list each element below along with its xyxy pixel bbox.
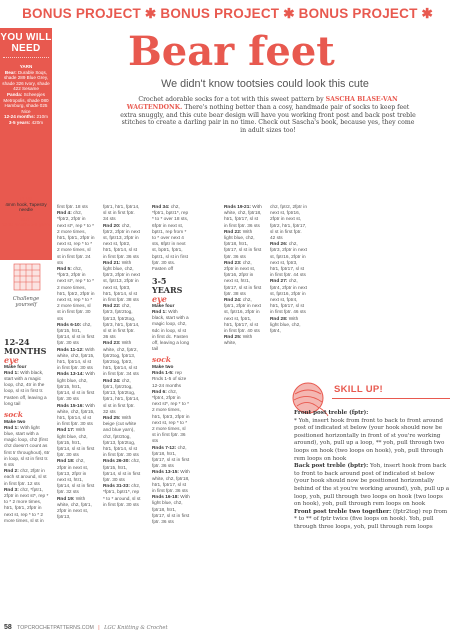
section-heading-sock: sock bbox=[152, 355, 171, 365]
pattern-column-1: 12-24 MONTHS eye Make four Rnd 1: With black, start with a magic loop, ch2, 4tr in the loop, sl st in first tr. Fasten off, leaving a long tail sock Make two Rnd 1: With light blue, start with a magic loop, ch2 (first ch2 doesn't count as first tr throughout), 6tr in loop, sl st in first tr. 6 sts Rnd 2: ch2, 2fptr in each st around, sl st in first fptr. 12 sts Rnd 3: ch2, *fptr1, 2fptr in next st*, rep * to * 2 more times, htr1, fptr1, 2fptr in next st, rep * to * 2 more times, sl st in bbox=[4, 337, 50, 524]
pattern-round: Rnds 31-33: ch2, *fptr1, bptr1*, rep * to * around, sl st in first fptr. 30 sts bbox=[103, 484, 141, 508]
pattern-round: Rnd 24: ch2, fptr1, fptr2tog, fptr13, fptr2tog, fptr1, htr1, fptr14, sl st in first fptr. 32 sts bbox=[103, 378, 140, 415]
size-heading: 3-5 YEARS bbox=[152, 276, 183, 296]
pattern-round: Rnd 19: With white, ch2, fptr1, 2fptr in next st, fptr13, bbox=[57, 496, 92, 521]
yarn-list: YARN Bear: Durable Soqs, shade 289 Blue Grey, shade 326 Ivory, shade 422 Sesame Panda: Scheepjes Metropolis, shade 080 Hamburg, shade 025 Nice 12-24 months: 210m 3-5 years: 420m bbox=[2, 64, 50, 125]
pattern-round: Rnds 15-16: With white, ch2, fptr15, htr1, fptr14, sl st in first fptr. 30 sts bbox=[57, 403, 95, 428]
footer-site: TOPCROCHETPATTERNS.COM bbox=[17, 625, 94, 631]
pattern-round: Rnd 23: With white, ch2, fptr2, fptr2tog, fptr13, fptr2tog, fptr2, htr1, fptr14, sl st in first fptr. 34 sts bbox=[103, 341, 139, 378]
pattern-text: fptr1, htr1, fptr14, sl st in first fptr. 34 sts bbox=[103, 205, 140, 223]
pattern-round: Rnds 26-30: ch2, fptr15, htr1, fptr14, sl st in first fptr. 30 sts bbox=[103, 459, 141, 483]
challenge-yourself-label: Challenge yourself bbox=[12, 296, 40, 309]
page-subtitle: We didn't know tootsies could look this cute bbox=[161, 78, 369, 90]
pattern-round: Rnd 24: ch2, fptr1, 2fptr in next st, fptr16, 2fptr in next st, fptr1, htr1, fptr17, sl st in first fptr. 40 sts bbox=[224, 298, 261, 335]
page-number: 58 bbox=[4, 624, 12, 631]
size-heading: 12-24 MONTHS bbox=[4, 337, 47, 356]
pattern-round: Rnd 22: With light blue, ch2, fptr18, htr1, fptr17, sl st in first fptr. 36 sts bbox=[224, 229, 262, 260]
pattern-round: Rnd 20: ch2, fptr2, 2fptr in next st, fptr13, 2fptr in next st, fptr2, htr1, fptr14, sl st in first fptr. 36 sts bbox=[103, 223, 140, 260]
pattern-round: Rnd 28: With light blue, ch2, fptr4, bbox=[270, 316, 301, 335]
pattern-round: Rnd 25: With beige (cut white and blue yarn), ch2, fptr2tog, fptr13, fptr2tog, htr1, fptr14, sl st in first fptr. 30 sts bbox=[103, 415, 139, 459]
pattern-column-3 bbox=[103, 205, 141, 509]
pattern-round: Rnd 25: With white, bbox=[224, 335, 253, 347]
pattern-column-2 bbox=[57, 205, 95, 521]
pattern-column-5 bbox=[224, 205, 262, 348]
bonus-project-banner: BONUS PROJECT ✱ BONUS PROJECT ✱ BONUS PROJECT ✱ bbox=[22, 6, 433, 21]
skill-up-heading: SKILL UP! bbox=[334, 384, 383, 395]
pattern-round: Rnd 27: ch2, fptr4, 2fptr in next st, fptr16, 2fptr in next st, fptr4, htr1, fptr17, sl st in first fptr. 46 sts bbox=[270, 279, 307, 316]
skill-up-text: Front post treble (fptr): * Yoh, insert hook from front to back to front around post of indicated st below (your hook should now be positioned horizontally in front of st you're working around), yoh, pull up a loop, ** yoh, pull through two loops on hook (two loops on hook), yoh, pull through rem loops on hook Back post treble (bptr): Yoh, insert hook from back to front to back around post of indicated st below (your hook should now be positioned horizontally behind of the st you're working around), yoh, pull up a loop, yoh, pull through two loops on hook (two loops on hook), yoh, pull through rem loops on hook Front post treble two together: (fptr2tog) rep from * to ** of fptr twice (five loops on hook). Yoh, pull through three loops, yoh, pull through rem loops bbox=[294, 410, 450, 530]
page-title: Bear feet bbox=[128, 28, 335, 75]
pattern-round: Rnd 5: ch2, *fptr3, 2fptr in next st*, rep * to * 2 more times, htr1, fptr2, 2fptr in next st, rep * to * 2 more times, sl st in first fptr. 30 sts bbox=[57, 267, 95, 322]
pattern-round: Rnd 23: ch2, 2fptr in next st, fptr16, 2fptr in next st, htr1, fptr17, sl st in first fptr. 38 sts bbox=[224, 260, 262, 297]
pattern-round: Rnds 13-14: With light blue, ch2, fptr15, htr1, fptr14, sl st in first fptr. 30 sts bbox=[57, 372, 95, 403]
pattern-round: Rnd 34: ch2, *fptr1, bptr1*, rep * to * over 18 sts, 6fptr in next st, bptr1, rep from * to * over next 4 sts, 6fptr in next st, bptr1, fptr1, bptr1, sl st in first fptr. 30 sts. Fasten off bbox=[152, 205, 189, 273]
pattern-round: Rnd 17: With light blue, ch2, fptr15, htr1, fptr14, sl st in first fptr. 30 sts bbox=[57, 428, 95, 459]
section-heading-eye: eye bbox=[152, 293, 167, 304]
section-heading-eye: eye bbox=[4, 354, 19, 365]
pattern-round: Rnd 26: ch2, fptr3, 2fptr in next st, fptr16, 2fptr in next st, fptr3, htr1, fptr17, sl st in first fptr. 44 sts bbox=[270, 242, 307, 279]
pattern-column-4: Rnd 34: ch2, *fptr1, bptr1*, rep * to * over 18 sts, 6fptr in next st, bptr1, rep from * to * over next 4 sts, 6fptr in next st, bptr1, fptr1, bptr1, sl st in first fptr. 30 sts. Fasten off 3-5 YEARS eye Make four Rnd 1: With black, start with a magic loop, ch2, 6dc in loop, sl st in first dc. Fasten off, leaving a long tail sock Make two Rnds 1-5: rep Rnds 1-5 of size 12-24 months Rnd 6: ch2, *fptr4, 2fptr in next st*, rep * to * 2 more times, htr1, fptr3, 2fptr in next st, rep * to * 2 more times, sl st in first fptr. 36 sts Rnds 7-12: ch2, fptr18, htr1, fptr17, sl st in first fptr. 36 sts Rnds 13-15: With white, ch2, fptr18, htr1, fptr17, sl st in first fptr. 36 sts Rnds 16-18: With light blue, ch2, fptr18, htr1, fptr17, sl st in first fptr. 36 sts bbox=[152, 205, 190, 526]
divider bbox=[332, 398, 450, 399]
page-footer: 58 TOPCROCHETPATTERNS.COM | LGC Knitting & Crochet bbox=[4, 624, 168, 631]
pattern-round: Rnd 21: With light blue, ch2, fptr3, 2fptr in next st, fptr13, 2fptr in next st, fptr3, htr1, fptr14, sl st in first fptr. 38 sts bbox=[103, 260, 140, 304]
pattern-text: ch2, fptr2, 2fptr in next st, fptr16, 2fptr in next st, fptr2, htr1, fptr17, sl st in first fptr. 42 sts bbox=[270, 205, 307, 242]
footer-magazine: LGC Knitting & Crochet bbox=[104, 625, 168, 631]
pattern-round: Rnds 11-12: With white, ch2, fptr15, htr1, fptr14, sl st in first fptr. 30 sts bbox=[57, 347, 95, 372]
col4-top bbox=[152, 205, 190, 273]
intro-paragraph: Crochet adorable socks for a tot with this sweet pattern by SASCHA BLASE-VAN WAGTENDONK. There's nothing better than a cosy, handmade pair of socks to keep feet extra snuggly, and this cute bear design will have you working front post and back post treble stitches to create a darling pair in no time. Check out Sascha's book, because yes, they come in adult sizes too! bbox=[120, 96, 416, 135]
plus-list: PLUS 4mm hook, Tapestry needle SIZE 12-24 months 3-5 years bbox=[1, 196, 51, 228]
pattern-round: Rnds 6-10: ch2, fptr15, htr1, fptr14, sl st in first fptr. 30 sts bbox=[57, 322, 95, 347]
section-heading-sock: sock bbox=[4, 410, 23, 420]
stitch-chart-icon bbox=[12, 262, 42, 294]
pattern-round: Rnds 19-21: With white, ch2, fptr18, htr1, fptr17, sl st in first fptr. 36 sts bbox=[224, 205, 262, 229]
pattern-text: first fptr. 18 sts bbox=[57, 205, 88, 210]
pattern-round: Rnd 4: ch2, *fptr2, 2fptr in next st*, rep * to * 2 more times, htr1, fptr1, 2fptr in next st, rep * to * 2 more times, sl st in first fptr. 24 sts bbox=[57, 211, 95, 266]
pattern-round: Rnd 18: ch2, 2fptr in next st, fptr13, 2fptr in next st, htr1, fptr14, sl st in first fptr. 32 sts bbox=[57, 459, 95, 496]
pattern-round: Rnd 22: ch2, fptr3, fptr2tog, fptr13, fptr2tog, fptr3, htr1, fptr14, sl st in first fptr. 36 sts bbox=[103, 304, 140, 341]
author-byline: SASCHA BLASE-VAN WAGTENDONK. bbox=[126, 96, 398, 111]
you-will-need-heading: YOU WILL NEED bbox=[0, 32, 52, 54]
pattern-column-6 bbox=[270, 205, 308, 335]
